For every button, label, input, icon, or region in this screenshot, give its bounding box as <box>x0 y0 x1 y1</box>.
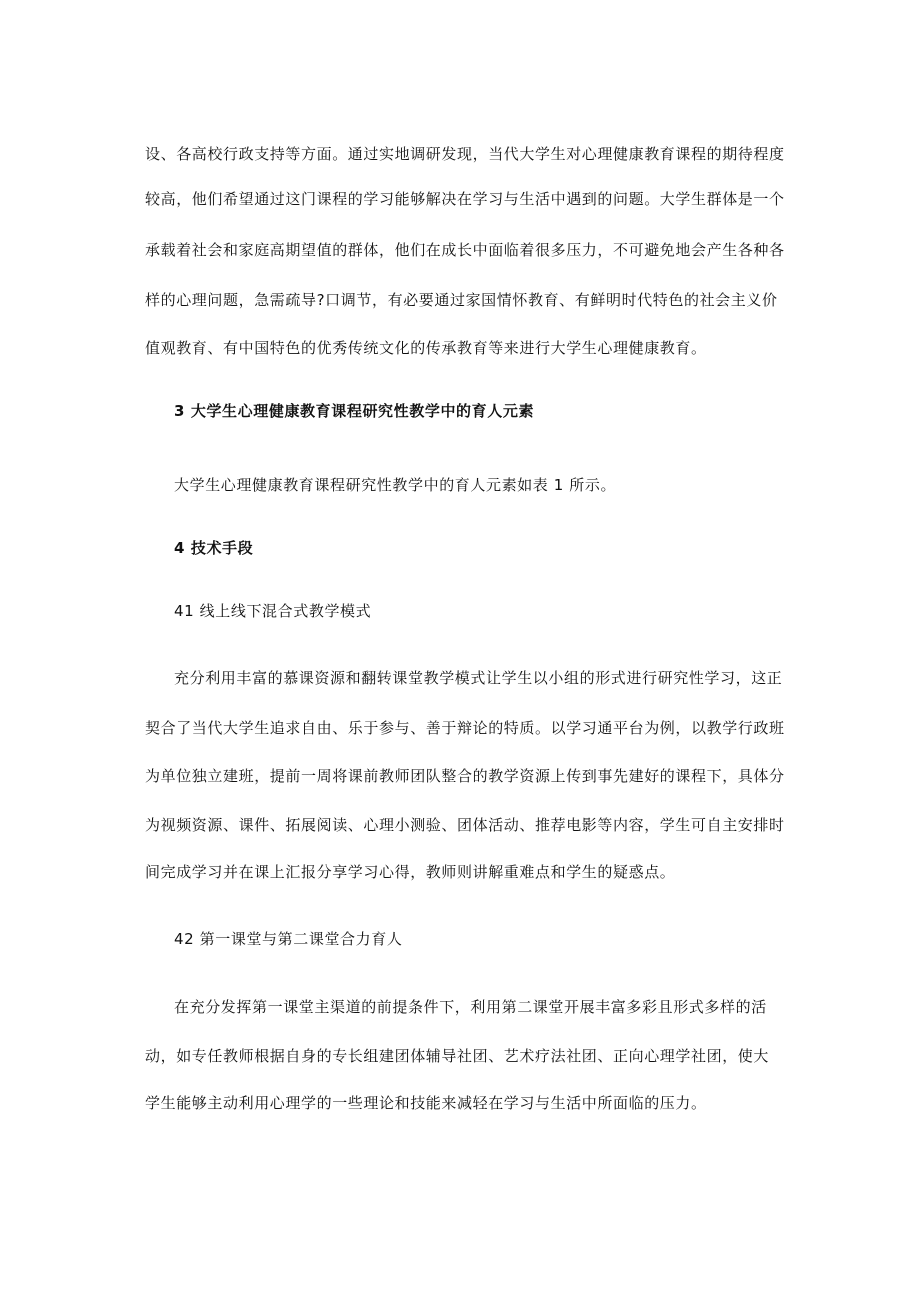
paragraph-line: 在充分发挥第一课堂主渠道的前提条件下，利用第二课堂开展丰富多彩且形式多样的活 <box>174 998 767 1016</box>
paragraph-line: 较高，他们希望通过这门课程的学习能够解决在学习与生活中遇到的问题。大学生群体是一个 <box>145 190 785 208</box>
paragraph-line: 样的心理问题，急需疏导?口调节，有必要通过家国情怀教育、有鲜明时代特色的社会主义价 <box>145 291 778 309</box>
paragraph-line: 充分利用丰富的慕课资源和翻转课堂教学模式让学生以小组的形式进行研究性学习，这正 <box>174 669 783 687</box>
paragraph-line: 动，如专任教师根据自身的专长组建团体辅导社团、艺术疗法社团、正向心理学社团，使大 <box>145 1047 770 1065</box>
paragraph-line: 设、各高校行政支持等方面。通过实地调研发现，当代大学生对心理健康教育课程的期待程度 <box>145 145 785 163</box>
paragraph-line: 学生能够主动利用心理学的一些理论和技能来减轻在学习与生活中所面临的压力。 <box>145 1094 707 1112</box>
paragraph-line: 契合了当代大学生追求自由、乐于参与、善于辩论的特质。以学习通平台为例，以教学行政班 <box>145 719 785 737</box>
paragraph-line: 值观教育、有中国特色的优秀传统文化的传承教育等来进行大学生心理健康教育。 <box>145 339 707 357</box>
section-heading-3: 3 大学生心理健康教育课程研究性教学中的育人元素 <box>174 402 535 420</box>
paragraph-line: 间完成学习并在课上汇报分享学习心得，教师则讲解重难点和学生的疑惑点。 <box>145 863 676 881</box>
subsection-heading-41: 41 线上线下混合式教学模式 <box>174 602 372 620</box>
subsection-heading-42: 42 第一课堂与第二课堂合力育人 <box>174 930 403 948</box>
paragraph-line: 为单位独立建班，提前一周将课前教师团队整合的教学资源上传到事先建好的课程下，具体分 <box>145 767 785 785</box>
section-heading-4: 4 技术手段 <box>174 539 254 557</box>
section-3-body: 大学生心理健康教育课程研究性教学中的育人元素如表 1 所示。 <box>174 476 617 494</box>
paragraph-line: 承载着社会和家庭高期望值的群体，他们在成长中面临着很多压力，不可避免地会产生各种各 <box>145 241 785 259</box>
paragraph-line: 为视频资源、课件、拓展阅读、心理小测验、团体活动、推荐电影等内容，学生可自主安排时 <box>145 816 785 834</box>
